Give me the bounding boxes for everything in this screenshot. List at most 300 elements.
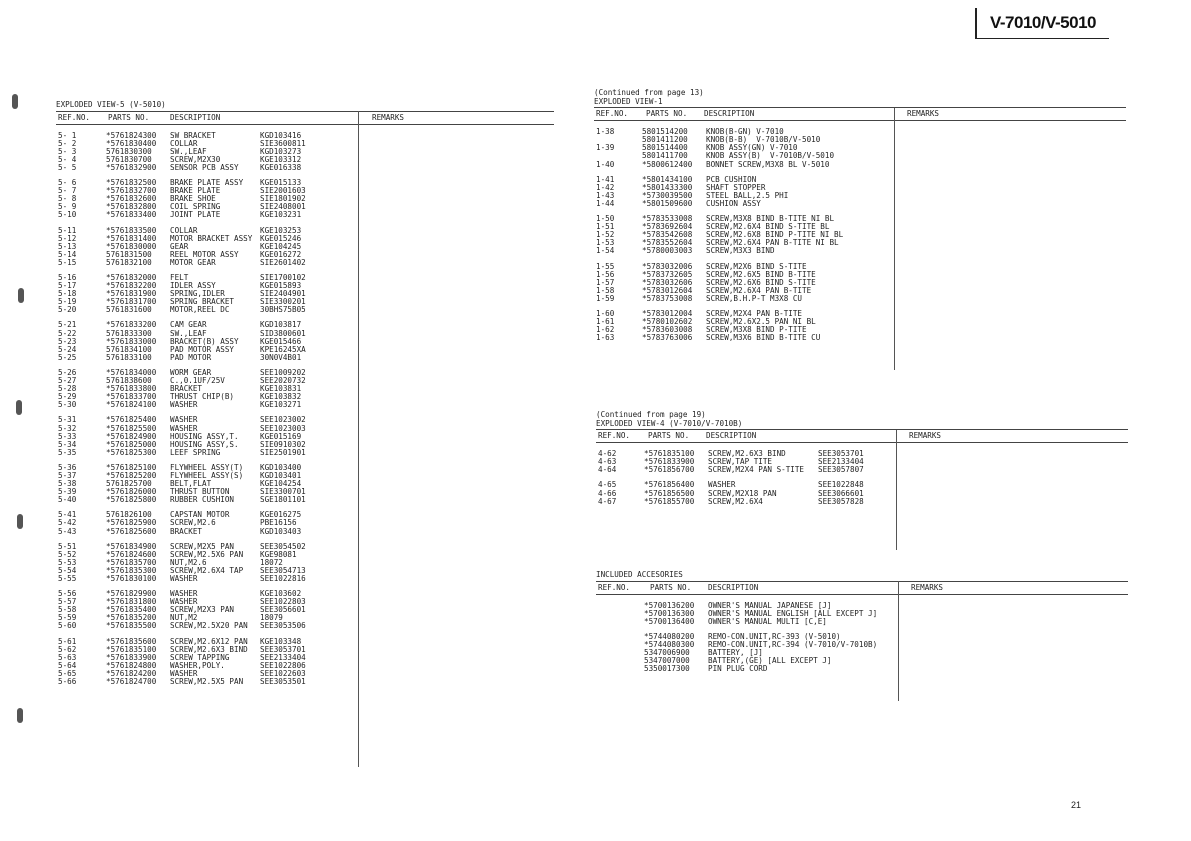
description-cell: SCREW,M2X6 BIND S-TITE	[706, 261, 807, 271]
parts-no-cell: *5761835700	[106, 557, 157, 567]
parts-no-cell: *5783012004	[642, 308, 693, 318]
row-group	[56, 638, 554, 687]
remarks-cell: KGD103403	[260, 526, 302, 536]
ref-no-cell: 1-56	[596, 269, 615, 279]
remarks-cell: SEE3053701	[260, 644, 306, 654]
ref-no-cell: 5-59	[58, 613, 77, 623]
parts-no-cell: *5761833400	[106, 210, 157, 220]
remarks-cell: KGE103253	[260, 225, 302, 235]
description-cell: BRAKE PLATE ASSY	[170, 178, 244, 188]
ref-no-cell: 5-42	[58, 518, 77, 528]
remarks-cell: SEE1022816	[260, 574, 306, 583]
ref-no-cell: 1-53	[596, 238, 615, 248]
parts-no-cell: *5761831900	[106, 289, 157, 299]
row-group	[594, 310, 1126, 342]
parts-no-cell: *5800612400	[642, 159, 693, 169]
table-row	[56, 575, 554, 583]
parts-no-cell: *5761855700	[644, 496, 695, 506]
ref-no-cell: 5-14	[58, 249, 77, 259]
ref-no-cell: 5-61	[58, 636, 77, 646]
exploded-view-1-table	[594, 89, 1126, 342]
remarks-column-divider	[358, 111, 359, 767]
parts-no-cell: 5801411200	[642, 135, 688, 145]
remarks-cell: KGE015466	[260, 336, 302, 346]
parts-no-cell: *5783692604	[642, 222, 693, 232]
table-row	[56, 211, 554, 219]
description-cell: SCREW TAPPING	[170, 652, 230, 662]
ref-no-cell: 5-64	[58, 660, 77, 670]
parts-no-cell: *5801434100	[642, 174, 693, 184]
ref-no-cell: 5- 7	[58, 186, 77, 196]
parts-no-cell: *5761825600	[106, 526, 157, 536]
column-header-remarks: REMARKS	[907, 109, 940, 119]
ref-no-cell: 1-41	[596, 174, 615, 184]
description-cell: THRUST CHIP(B)	[170, 392, 235, 402]
description-cell: SCREW,M2.6X2.5 PAN NI BL	[706, 317, 816, 327]
column-header-ref-no: REF.NO.	[58, 112, 91, 122]
ref-no-cell: 5-19	[58, 297, 77, 307]
parts-no-cell: *5761830100	[106, 574, 157, 583]
description-cell: SCREW,M2.6X12 PAN	[170, 636, 248, 646]
description-cell: SCREW,M2X4 PAN S-TITE	[708, 465, 805, 475]
model-title: V-7010/V-5010	[990, 13, 1096, 32]
column-header-parts-no: PARTS NO.	[648, 431, 690, 441]
ref-no-cell: 1-54	[596, 246, 615, 256]
parts-no-cell: *5761833900	[644, 457, 695, 467]
ref-no-cell: 5-57	[58, 597, 77, 607]
parts-no-cell: *5761824700	[106, 677, 157, 687]
parts-no-cell: *5744080200	[644, 631, 695, 641]
ref-no-cell: 4-66	[598, 488, 617, 498]
ref-no-cell: 5- 8	[58, 194, 77, 204]
ref-no-cell: 5-25	[58, 352, 77, 362]
ref-no-cell: 1-43	[596, 190, 615, 200]
description-cell: C.,0.1UF/25V	[170, 376, 225, 386]
remarks-cell: SEE1022603	[260, 668, 306, 678]
table-body	[596, 450, 1128, 506]
ref-no-cell: 1-58	[596, 285, 615, 295]
parts-no-cell: *5780003003	[642, 246, 693, 256]
description-cell: SCREW,B.H.P-T M3X8 CU	[706, 293, 803, 303]
parts-no-cell: 5761831500	[106, 249, 152, 259]
description-cell: BELT,FLAT	[170, 479, 212, 489]
description-cell: KNOB(B-GN) V-7010	[706, 127, 784, 137]
table-row	[56, 259, 554, 267]
ref-no-cell: 5-52	[58, 549, 77, 559]
description-cell: BRACKET	[170, 526, 203, 536]
remarks-cell: KGE103231	[260, 210, 302, 220]
ref-no-cell: 1-51	[596, 222, 615, 232]
parts-no-cell: 5761830300	[106, 146, 152, 156]
ref-no-cell: 5- 9	[58, 202, 77, 212]
ref-no-cell: 4-65	[598, 480, 617, 490]
parts-no-cell: *5783753008	[642, 293, 693, 303]
table-row	[56, 678, 554, 686]
description-cell: WASHER	[170, 597, 198, 607]
parts-no-cell: *5783542608	[642, 230, 693, 240]
table-row	[596, 665, 1128, 673]
description-cell: WASHER	[170, 668, 198, 678]
description-cell: FELT	[170, 273, 189, 282]
parts-no-cell: 5761834100	[106, 344, 152, 354]
ref-no-cell: 5-54	[58, 565, 77, 575]
parts-no-cell: *5761856500	[644, 488, 695, 498]
parts-no-cell: *5761825900	[106, 518, 157, 528]
ref-no-cell: 5-33	[58, 431, 77, 441]
ref-no-cell: 5-16	[58, 273, 77, 282]
table-header	[596, 429, 1128, 443]
row-group	[56, 511, 554, 535]
remarks-cell: SEE1023002	[260, 415, 306, 425]
row-group	[56, 227, 554, 267]
parts-no-cell: *5761832500	[106, 178, 157, 188]
parts-no-cell: *5761833700	[106, 392, 157, 402]
description-cell: PIN PLUG CORD	[708, 664, 768, 674]
ref-no-cell: 1-61	[596, 317, 615, 327]
parts-no-cell: 5350017300	[644, 664, 690, 674]
row-group	[56, 416, 554, 456]
parts-no-cell: *5761825500	[106, 423, 157, 433]
remarks-cell: SIE2404901	[260, 289, 306, 299]
column-header-description: DESCRIPTION	[170, 112, 221, 122]
ref-no-cell: 5-41	[58, 510, 77, 520]
remarks-cell: KGE103602	[260, 589, 302, 599]
table-body	[596, 602, 1128, 674]
ref-no-cell: 5-43	[58, 526, 77, 536]
table-body	[56, 132, 554, 687]
ref-no-cell: 5-31	[58, 415, 77, 425]
description-cell: STEEL BALL,2.5 PHI	[706, 190, 789, 200]
parts-no-cell: *5783012604	[642, 285, 693, 295]
table-row	[594, 334, 1126, 342]
description-cell: SCREW,M2.6X4 PAN B-TITE	[706, 285, 812, 295]
ref-no-cell: 5-53	[58, 557, 77, 567]
remarks-cell: KGD103401	[260, 470, 302, 480]
remarks-cell: 30BHS75B05	[260, 305, 306, 315]
parts-no-cell: *5761832200	[106, 281, 157, 291]
parts-no-cell: 5761838600	[106, 376, 152, 386]
table-row	[56, 164, 554, 172]
description-cell: BRAKE PLATE	[170, 186, 221, 196]
row-group	[594, 176, 1126, 208]
ref-no-cell: 5-26	[58, 367, 77, 377]
description-cell: SCREW,M2.6X8 BIND P-TITE NI BL	[706, 230, 844, 240]
description-cell: CUSHION ASSY	[706, 198, 761, 208]
remarks-cell: SIE0910302	[260, 439, 306, 449]
parts-no-cell: 5801514200	[642, 127, 688, 137]
ref-no-cell: 5-30	[58, 400, 77, 410]
description-cell: SCREW,M2.6	[170, 518, 216, 528]
description-cell: KNOB ASSY(GN) V-7010	[706, 143, 798, 153]
ref-no-cell: 1-60	[596, 308, 615, 318]
ref-no-cell: 1-50	[596, 214, 615, 224]
description-cell: SCREW,M2.5X6 PAN	[170, 549, 244, 559]
description-cell: CAPSTAN MOTOR	[170, 510, 230, 520]
ref-no-cell: 5-39	[58, 487, 77, 497]
description-cell: SCREW,M2.6X4 BIND S-TITE BL	[706, 222, 830, 232]
exploded-view-4-table	[596, 411, 1128, 506]
ref-no-cell: 5-36	[58, 462, 77, 472]
ref-no-cell: 5-10	[58, 210, 77, 220]
ref-no-cell: 5- 1	[58, 130, 77, 140]
parts-no-cell: *5761825000	[106, 439, 157, 449]
description-cell: SCREW,M2.6X4 TAP	[170, 565, 244, 575]
parts-no-cell: *5761832000	[106, 273, 157, 282]
parts-no-cell: *5761831800	[106, 597, 157, 607]
description-cell: COLLAR	[170, 225, 198, 235]
row-group	[596, 602, 1128, 626]
remarks-cell: SEE2020732	[260, 376, 306, 386]
description-cell: KNOB(B-B) V-7010B/V-5010	[706, 135, 821, 145]
parts-no-cell: *5761835200	[106, 613, 157, 623]
remarks-cell: SEE2133404	[818, 457, 864, 467]
description-cell: FLYWHEEL ASSY(S)	[170, 470, 244, 480]
parts-no-cell: *5783032006	[642, 261, 693, 271]
parts-no-cell: 5761831600	[106, 305, 152, 315]
description-cell: WASHER	[170, 423, 198, 433]
ref-no-cell: 5-51	[58, 541, 77, 551]
description-cell: SCREW,M2.6X4	[708, 496, 763, 506]
ref-no-cell: 5-60	[58, 621, 77, 631]
remarks-cell: SEE3057828	[818, 496, 864, 506]
remarks-cell: PBE16156	[260, 518, 297, 528]
table-row	[596, 618, 1128, 626]
ref-no-cell: 5-24	[58, 344, 77, 354]
ref-no-cell: 5-66	[58, 677, 77, 687]
included-accessories-table	[596, 571, 1128, 673]
description-cell: MOTOR BRACKET ASSY	[170, 233, 253, 243]
parts-no-cell: *5761831400	[106, 233, 157, 243]
table-body	[594, 128, 1126, 342]
ref-no-cell: 5- 3	[58, 146, 77, 156]
row-group	[594, 215, 1126, 255]
remarks-cell: SIE1801902	[260, 194, 306, 204]
ref-no-cell: 5- 5	[58, 162, 77, 172]
ref-no-cell: 1-57	[596, 277, 615, 287]
ref-no-cell: 5-23	[58, 336, 77, 346]
remarks-column-divider	[894, 108, 895, 370]
binder-hole-mark	[12, 94, 18, 109]
parts-no-cell: *5801433300	[642, 182, 693, 192]
parts-no-cell: *5783763006	[642, 333, 693, 343]
parts-no-cell: *5761856700	[644, 465, 695, 475]
description-cell: SCREW,M2.6X3 BIND	[708, 449, 786, 459]
ref-no-cell: 5-62	[58, 644, 77, 654]
description-cell: SCREW,M3X8 BIND B-TITE NI BL	[706, 214, 835, 224]
description-cell: MOTOR,REEL DC	[170, 305, 230, 315]
remarks-cell: KGD103273	[260, 146, 302, 156]
parts-no-cell: *5700136200	[644, 600, 695, 610]
table-row	[56, 401, 554, 409]
parts-no-cell: *5730039500	[642, 190, 693, 200]
parts-no-cell: *5761824800	[106, 660, 157, 670]
remarks-cell: KGE104254	[260, 479, 302, 489]
parts-no-cell: 5347006900	[644, 648, 690, 658]
remarks-cell: SIE2001603	[260, 186, 306, 196]
description-cell: OWNER'S MANUAL JAPANESE [J]	[708, 600, 832, 610]
description-cell: SCREW,M3X3 BIND	[706, 246, 775, 256]
description-cell: WASHER	[708, 480, 736, 490]
table-row	[56, 306, 554, 314]
description-cell: WASHER,POLY.	[170, 660, 225, 670]
description-cell: SCREW,M2X3 PAN	[170, 605, 235, 615]
description-cell: PAD MOTOR	[170, 352, 212, 362]
table-row	[596, 466, 1128, 474]
ref-no-cell: 5-56	[58, 589, 77, 599]
row-group	[56, 590, 554, 630]
parts-no-cell: *5761834000	[106, 367, 157, 377]
description-cell: MOTOR GEAR	[170, 257, 216, 267]
remarks-cell: SID3800601	[260, 328, 306, 338]
description-cell: SPRING,IDLER	[170, 289, 225, 299]
parts-no-cell: *5801509600	[642, 198, 693, 208]
remarks-cell: 30N0V4B01	[260, 352, 302, 362]
remarks-cell: KGE103271	[260, 400, 302, 410]
remarks-cell: KPE16245XA	[260, 344, 306, 354]
column-header-parts-no: PARTS NO.	[108, 112, 150, 122]
parts-no-cell: *5783732605	[642, 269, 693, 279]
row-group	[56, 543, 554, 583]
remarks-cell: SEE1022803	[260, 597, 306, 607]
column-header-ref-no: REF.NO.	[598, 431, 631, 441]
row-group	[596, 633, 1128, 673]
ref-no-cell: 1-63	[596, 333, 615, 343]
ref-no-cell: 4-64	[598, 465, 617, 475]
ref-no-cell: 5-20	[58, 305, 77, 315]
parts-no-cell: *5761835100	[644, 449, 695, 459]
remarks-cell: KGD103817	[260, 320, 302, 330]
description-cell: SCREW,M2X30	[170, 154, 221, 164]
remarks-cell: SEE1009202	[260, 367, 306, 377]
description-cell: NUT,M2	[170, 613, 198, 623]
remarks-cell: KGE016272	[260, 249, 302, 259]
remarks-cell: SIE2501901	[260, 447, 306, 457]
remarks-cell: KGE015169	[260, 431, 302, 441]
description-cell: SCREW,M3X6 BIND B-TITE CU	[706, 333, 821, 343]
parts-no-cell: *5761833500	[106, 225, 157, 235]
parts-no-cell: *5700136300	[644, 608, 695, 618]
description-cell: REEL MOTOR ASSY	[170, 249, 239, 259]
description-cell: GEAR	[170, 241, 189, 251]
remarks-cell: SGE1801101	[260, 495, 306, 505]
remarks-cell: SIE3600811	[260, 138, 306, 148]
parts-no-cell: *5761829900	[106, 589, 157, 599]
ref-no-cell: 5-35	[58, 447, 77, 457]
table-header	[594, 107, 1126, 121]
parts-no-cell: 5761833300	[106, 328, 152, 338]
remarks-cell: KGE016275	[260, 510, 302, 520]
description-cell: WASHER	[170, 400, 198, 410]
remarks-cell: SEE3053501	[260, 677, 306, 687]
table-row	[594, 295, 1126, 303]
ref-no-cell: 5-22	[58, 328, 77, 338]
description-cell: SHAFT STOPPER	[706, 182, 766, 192]
description-cell: CAM GEAR	[170, 320, 207, 330]
parts-no-cell: *5761832900	[106, 162, 157, 172]
parts-no-cell: 5761825700	[106, 479, 152, 489]
table-header	[596, 581, 1128, 595]
ref-no-cell: 5-34	[58, 439, 77, 449]
description-cell: JOINT PLATE	[170, 210, 221, 220]
description-cell: RUBBER CUSHION	[170, 495, 235, 505]
parts-no-cell: *5761835500	[106, 621, 157, 631]
binder-hole-mark	[17, 514, 23, 529]
column-header-remarks: REMARKS	[911, 582, 944, 592]
parts-no-cell: *5761834900	[106, 541, 157, 551]
description-cell: KNOB ASSY(B) V-7010B/V-5010	[706, 151, 835, 161]
table-row	[56, 354, 554, 362]
remarks-cell: SEE2133404	[260, 652, 306, 662]
column-header-remarks: REMARKS	[372, 112, 405, 122]
column-header-description: DESCRIPTION	[706, 431, 757, 441]
ref-no-cell: 1-39	[596, 143, 615, 153]
ref-no-cell: 5-63	[58, 652, 77, 662]
table-title: EXPLODED VIEW-5 (V-5010)	[56, 100, 166, 109]
parts-no-cell: *5761826000	[106, 487, 157, 497]
table-title: EXPLODED VIEW-1	[594, 96, 663, 106]
description-cell: SCREW,M3X8 BIND P-TITE	[706, 325, 807, 335]
ref-no-cell: 1-62	[596, 325, 615, 335]
ref-no-cell: 5-37	[58, 470, 77, 480]
parts-no-cell: *5761830400	[106, 138, 157, 148]
description-cell: WASHER	[170, 415, 198, 425]
ref-no-cell: 1-42	[596, 182, 615, 192]
ref-no-cell: 5-27	[58, 376, 77, 386]
parts-no-cell: *5780102602	[642, 317, 693, 327]
row-group	[56, 369, 554, 409]
parts-no-cell: *5761832700	[106, 186, 157, 196]
table-row	[594, 247, 1126, 255]
ref-no-cell: 5-29	[58, 392, 77, 402]
parts-no-cell: *5761833900	[106, 652, 157, 662]
description-cell: SCREW,M2.6X5 BIND B-TITE	[706, 269, 816, 279]
remarks-cell: KGE015893	[260, 281, 302, 291]
description-cell: SCREW,M2.6X4 PAN B-TITE NI BL	[706, 238, 839, 248]
table-row	[596, 498, 1128, 506]
parts-no-cell: *5761831700	[106, 297, 157, 307]
description-cell: SCREW,M2X4 PAN B-TITE	[706, 308, 803, 318]
ref-no-cell: 5-28	[58, 384, 77, 394]
parts-no-cell: *5783533008	[642, 214, 693, 224]
remarks-cell: SIE2601402	[260, 257, 306, 267]
remarks-cell: KGD103400	[260, 462, 302, 472]
remarks-cell: SEE1023003	[260, 423, 306, 433]
description-cell: SCREW,M2X5 PAN	[170, 541, 235, 551]
description-cell: SENSOR PCB ASSY	[170, 162, 239, 172]
ref-no-cell: 1-38	[596, 127, 615, 137]
parts-no-cell: *5761824300	[106, 130, 157, 140]
remarks-cell: KGE103832	[260, 392, 302, 402]
column-header-parts-no: PARTS NO.	[646, 109, 688, 119]
ref-no-cell: 5-13	[58, 241, 77, 251]
column-header-ref-no: REF.NO.	[596, 109, 629, 119]
remarks-cell: SEE3054713	[260, 565, 306, 575]
exploded-view-5-table	[56, 101, 554, 686]
description-cell: THRUST BUTTON	[170, 487, 230, 497]
parts-no-cell: *5761833000	[106, 336, 157, 346]
parts-no-cell: *5744080300	[644, 639, 695, 649]
description-cell: BATTERY,(GE) [ALL EXCEPT J]	[708, 656, 832, 666]
binder-hole-mark	[18, 288, 24, 303]
remarks-cell: SEE3066601	[818, 488, 864, 498]
description-cell: PCB CUSHION	[706, 174, 757, 184]
remarks-cell: KGE015133	[260, 178, 302, 188]
description-cell: SCREW,M2X18 PAN	[708, 488, 777, 498]
parts-no-cell: *5761835300	[106, 565, 157, 575]
remarks-cell: SEE3053506	[260, 621, 306, 631]
description-cell: WASHER	[170, 574, 198, 583]
parts-no-cell: *5761832800	[106, 202, 157, 212]
